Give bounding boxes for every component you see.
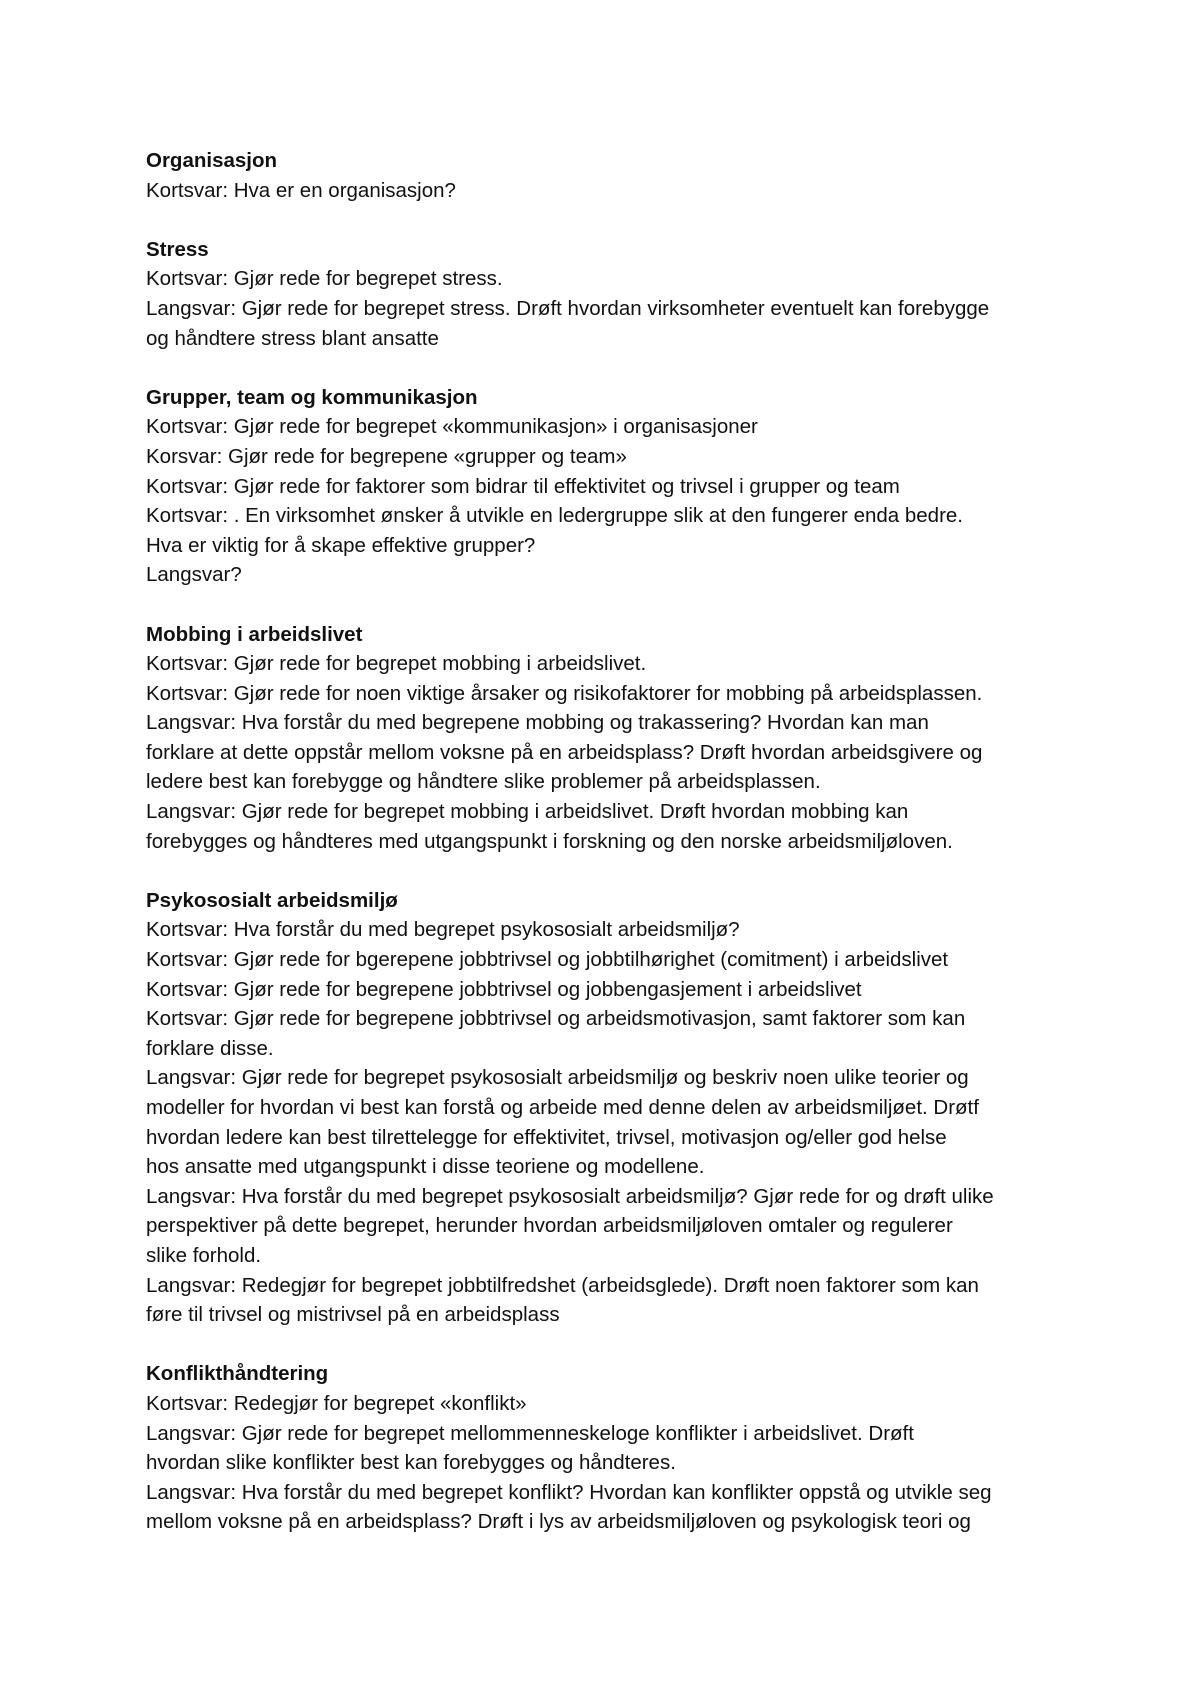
section-heading: Psykososialt arbeidsmiljø (146, 888, 398, 912)
question-line: hos ansatte med utgangspunkt i disse teoriene og modellene. (146, 1155, 705, 1179)
section-grupper-team-kommunikasjon (146, 383, 1086, 590)
question-line: Hva er viktig for å skape effektive grupper? (146, 533, 536, 557)
section-mobbing (146, 620, 1086, 857)
question-line: forebygges og håndteres med utgangspunkt i forskning og den norske arbeidsmiljøloven. (146, 829, 953, 853)
question-line: Langsvar: Gjør rede for begrepet stress. Drøft hvordan virksomheter eventuelt kan forebygge (146, 296, 990, 320)
section-stress (146, 235, 1086, 353)
question-line: Kortsvar: Gjør rede for begrepene jobbtrivsel og arbeidsmotivasjon, samt faktorer som kan (146, 1007, 966, 1031)
section-heading: Organisasjon (146, 149, 278, 172)
question-line: Langsvar: Redegjør for begrepet jobbtilfredshet (arbeidsglede). Drøft noen faktorer som kan (146, 1273, 979, 1297)
question-line: Kortsvar: Redegjør for begrepet «konflikt» (146, 1391, 527, 1415)
section-organisasjon (146, 146, 1086, 205)
question-line: Langsvar: Hva forstår du med begrepene mobbing og trakassering? Hvordan kan man (146, 711, 929, 735)
question-line: mellom voksne på en arbeidsplass? Drøft i lys av arbeidsmiljøloven og psykologisk teori og (146, 1510, 971, 1534)
section-konflikthandtering (146, 1359, 1086, 1537)
section-heading: Mobbing i arbeidslivet (146, 622, 363, 646)
question-line: modeller for hvordan vi best kan forstå og arbeide med denne delen av arbeidsmiljøet. Drøtf (146, 1096, 979, 1119)
question-line: Kortsvar: Hva er en organisasjon? (146, 178, 456, 202)
question-line: slike forhold. (146, 1243, 262, 1267)
question-line: Kortsvar: Gjør rede for begrepet mobbing i arbeidslivet. (146, 652, 647, 676)
question-line: perspektiver på dette begrepet, herunder hvordan arbeidsmiljøloven omtaler og regulerer (146, 1214, 953, 1238)
question-line: Kortsvar: Gjør rede for begrepene jobbtrivsel og jobbengasjement i arbeidslivet (146, 977, 862, 1001)
question-line: og håndtere stress blant ansatte (146, 326, 439, 350)
section-psykososialt-arbeidsmiljo (146, 886, 1086, 1330)
question-line: Korsvar: Gjør rede for begrepene «grupper og team» (146, 444, 627, 468)
section-heading: Stress (146, 237, 209, 261)
question-line: forklare at dette oppstår mellom voksne på en arbeidsplass? Drøft hvordan arbeidsgivere og (146, 740, 983, 764)
question-line: Kortsvar: Gjør rede for bgerepene jobbtrivsel og jobbtilhørighet (comitment) i arbeidslivet (146, 948, 949, 972)
question-line: føre til trivsel og mistrivsel på en arbeidsplass (146, 1303, 560, 1327)
question-line: ledere best kan forebygge og håndtere slike problemer på arbeidsplassen. (146, 770, 821, 794)
section-heading: Konflikthåndtering (146, 1362, 329, 1386)
question-line: Langsvar: Hva forstår du med begrepet konflikt? Hvordan kan konflikter oppstå og utvikle seg (146, 1480, 992, 1504)
question-line: Kortsvar: Gjør rede for faktorer som bidrar til effektivitet og trivsel i grupper og team (146, 474, 900, 498)
question-line: forklare disse. (146, 1036, 274, 1060)
section-heading: Grupper, team og kommunikasjon (146, 385, 478, 409)
question-line: Langsvar: Gjør rede for begrepet psykososialt arbeidsmiljø og beskriv noen ulike teorier og (146, 1066, 969, 1090)
document-body (146, 146, 1086, 1567)
question-line: Kortsvar: Gjør rede for begrepet «kommunikasjon» i organisasjoner (146, 415, 758, 439)
question-line: Kortsvar: Gjør rede for noen viktige årsaker og risikofaktorer for mobbing på arbeidsplassen. (146, 681, 983, 705)
question-line: Kortsvar: . En virksomhet ønsker å utvikle en ledergruppe slik at den fungerer enda bedre. (146, 504, 964, 528)
question-line: hvordan slike konflikter best kan forebygges og håndteres. (146, 1451, 676, 1475)
question-line: Langsvar? (146, 563, 242, 587)
question-line: Kortsvar: Gjør rede for begrepet stress. (146, 267, 503, 291)
question-line: Kortsvar: Hva forstår du med begrepet psykososialt arbeidsmiljø? (146, 918, 740, 942)
question-line: Langsvar: Gjør rede for begrepet mobbing i arbeidslivet. Drøft hvordan mobbing kan (146, 800, 909, 824)
question-line: Langsvar: Gjør rede for begrepet mellommenneskeloge konflikter i arbeidslivet. Drøft (146, 1421, 914, 1445)
question-line: Langsvar: Hva forstår du med begrepet psykososialt arbeidsmiljø? Gjør rede for og drøft ulike (146, 1184, 994, 1208)
question-line: hvordan ledere kan best tilrettelegge for effektivitet, trivsel, motivasjon og/eller god helse (146, 1125, 947, 1149)
